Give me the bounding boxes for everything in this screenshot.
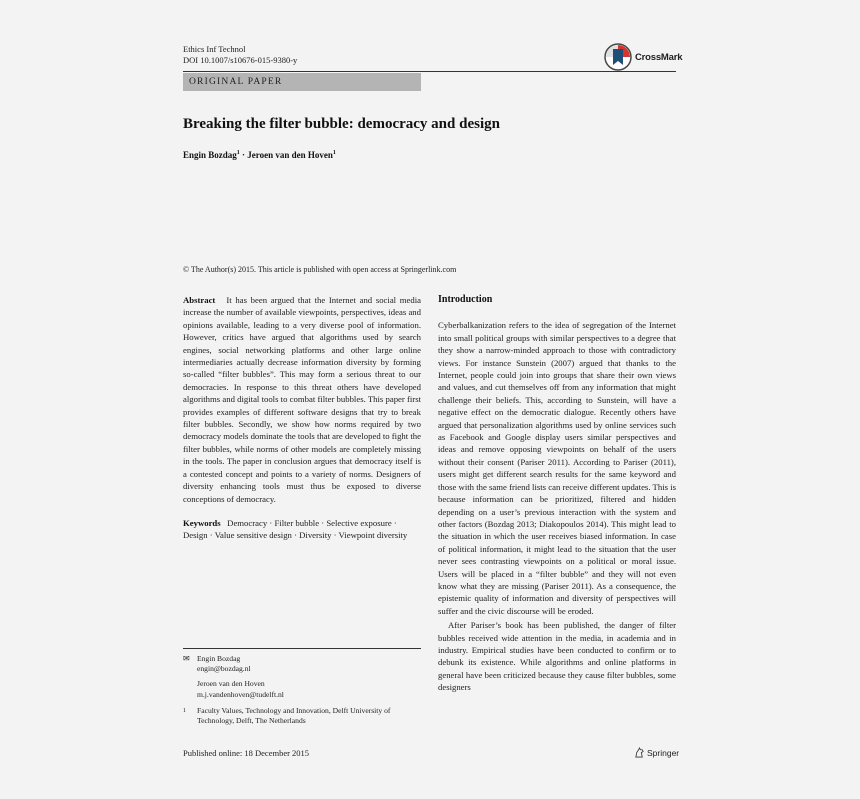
introduction-paragraph: Cyberbalkanization refers to the idea of segregation of the Internet into small political groups with similar perspectives to a degree that they show a narrow-minded approach to those with contradictory views. For instance Sunstein (2007) argued that thanks to the Internet, people could join into groups that share their own views and values, and cut themselves off from any information that might challenge their beliefs. This, according to Sunstein, will have a negative effect on the democratic dialogue. Recently others have argued that personalization algorithms used by online services such as Facebook and Google display users similar perspectives and ideas and remove opposing viewpoints on behalf of the users without their consent (Pariser 2011). According to Pariser (2011), users might get different search results for the same keyword and those with the same friend lists can receive different updates. This is because information can be prioritized, filtered and hidden depending on a user’s previous interaction with the system and other factors (Bozdag 2013; Diakopoulos 2014). This might lead to the situation in which the user receives biased information. In case of political information, it might lead to the situation that the user never sees contrasting viewpoints on a political or moral issue. Users will be placed in a “filter bubble” and they will not even know what they are missing (Pariser 2011). As a consequence, the epistemic quality of information and diversity of perspectives will suffer and the civic discourse will be eroded. — [438, 320, 676, 616]
author-line — [183, 150, 336, 160]
abstract-text: It has been argued that the Internet and social media increase the number of available viewpoints, perspectives, ideas and opinions available, leading to a very diverse pool of information. However, critics have argued that algorithms used by search engines, social networking platforms and other large online intermediaries actually decrease information diversity by forming so-called “filter bubbles”. This may form a serious threat to our democracies. In response to this threat others have developed algorithms and digital tools to combat filter bubbles. This paper first provides examples of different software designs that try to break filter bubbles. Secondly, we show how norms required by two democracy models dominate the tools that are developed to fight the filter bubbles, while norms of other models are completely missing in the tools. The paper in conclusion argues that democracy itself is a contested concept and points to a variety of norms. Designers of diversity enhancing tools must thus be exposed to diverse conceptions of democracy. — [183, 295, 422, 504]
springer-horse-icon — [634, 747, 645, 758]
header-rule — [183, 71, 676, 72]
right-column — [438, 294, 676, 694]
affiliation-text: Faculty Values, Technology and Innovation, Delft University of Technology, Delft, The Netherlands — [197, 705, 391, 726]
published-date: Published online: 18 December 2015 — [183, 748, 310, 758]
contact-email[interactable]: engin@bozdag.nl — [197, 664, 251, 674]
paper-title: Breaking the filter bubble: democracy and design — [183, 116, 500, 132]
author-contacts — [183, 654, 421, 726]
crossmark-label: CrossMark — [635, 51, 683, 63]
contact-name: Engin Bozdag — [197, 654, 241, 663]
doi[interactable]: DOI 10.1007/s10676-015-9380-y — [183, 55, 298, 65]
publisher-name: Springer — [647, 747, 680, 758]
abstract-label: Abstract — [183, 295, 216, 305]
keywords-text: Democracy · Filter bubble · Selective exposure · Design · Value sensitive design · Diversity · Viewpoint diversity — [183, 517, 408, 541]
author-1[interactable]: Engin Bozdag — [183, 150, 237, 160]
author-separator: · — [239, 150, 248, 160]
author-1-affil: 1 — [236, 150, 240, 156]
publisher-logo — [634, 747, 679, 758]
section-heading-introduction: Introduction — [438, 294, 493, 305]
contact-author-1 — [183, 654, 421, 700]
paper-type: ORIGINAL PAPER — [183, 73, 421, 91]
author-2-affil: 1 — [332, 150, 336, 156]
contact-email[interactable]: m.j.vandenhoven@tudelft.nl — [197, 689, 284, 699]
copyright-notice: © The Author(s) 2015. This article is published with open access at Springerlink.com — [183, 265, 457, 274]
abstract — [183, 294, 421, 505]
footnote-rule — [183, 648, 421, 649]
keywords-label: Keywords — [183, 517, 221, 528]
journal-info — [183, 44, 297, 66]
affiliation-number: 1 — [183, 707, 186, 714]
keywords — [183, 517, 421, 542]
contact-name: Jeroen van den Hoven — [197, 679, 265, 689]
envelope-icon: ✉ — [183, 654, 190, 663]
introduction-paragraph: After Pariser’s book has been published, the danger of filter bubbles received wide attention in the media, in academia and in industry. Empirical studies have been conducted to confirm or to debunk its existence. While algorithms and online platforms in general have been criticized because they cause filter bubbles, some designers — [438, 620, 676, 693]
left-column — [183, 294, 421, 542]
author-2[interactable]: Jeroen van den Hoven — [247, 150, 333, 160]
crossmark-icon — [604, 43, 632, 71]
journal-name: Ethics Inf Technol — [183, 44, 246, 54]
affiliation — [183, 706, 421, 726]
crossmark-badge[interactable] — [604, 43, 682, 71]
